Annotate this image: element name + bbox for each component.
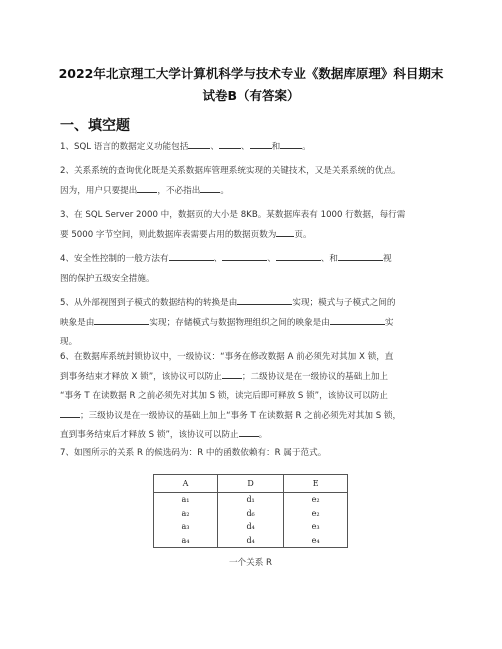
question-text: 映象是由 xyxy=(60,317,95,328)
table-cell: d₆ xyxy=(217,506,283,520)
question-text: 、 xyxy=(213,254,223,264)
question-line xyxy=(60,138,445,158)
answer-blank xyxy=(222,368,242,379)
question-4 xyxy=(60,250,445,289)
question-line xyxy=(60,314,445,334)
table-cell: e₃ xyxy=(284,520,348,534)
table-cell: a₄ xyxy=(154,533,218,547)
question-text: 4、安全性控制的一般方法有 xyxy=(60,254,169,264)
question-text: 6、在数据库系统封锁协议中，一级协议：“事务在修改数据 A 前必须先对其加 X 锁，直 xyxy=(60,352,394,362)
question-line xyxy=(60,270,445,290)
question-text: 实现；存储模式与数据物理组织之间的映象是由 xyxy=(149,317,330,328)
relation-r-table xyxy=(153,474,348,548)
answer-blank xyxy=(169,250,214,261)
question-text: ；二级协议是在一级协议的基础上加上 xyxy=(241,371,389,382)
answer-blank xyxy=(237,294,292,305)
question-3 xyxy=(60,206,445,245)
document-title-line-2: 试卷B（有答案） xyxy=(202,88,300,103)
question-text: 要 5000 字节空间，则此数据库表需要占用的数据页数为 xyxy=(60,229,277,240)
answer-blank xyxy=(60,407,80,418)
table-cell: d₄ xyxy=(217,520,283,534)
table-cell: e₄ xyxy=(284,533,348,547)
table-row xyxy=(154,533,348,547)
answer-blank xyxy=(276,250,321,261)
answer-blank xyxy=(222,250,267,261)
answer-blank xyxy=(338,250,383,261)
question-text: 因为，用户只要提出 xyxy=(60,185,138,196)
question-6 xyxy=(60,348,445,446)
question-text: 、和 xyxy=(320,254,339,264)
question-line xyxy=(60,182,445,202)
answer-blank xyxy=(330,314,385,325)
table-row xyxy=(154,520,348,534)
question-line xyxy=(60,250,445,270)
question-text: “事务 T 在读数据 R 之前必须先对其加 S 锁，读完后即可释放 S 锁”，该协议可以防止 xyxy=(60,391,388,401)
table-cell: a₃ xyxy=(154,520,218,534)
answer-blank xyxy=(188,138,210,149)
answer-blank xyxy=(137,182,157,193)
table-caption: 一个关系 R xyxy=(228,558,273,568)
question-text: 5、从外部视图到子模式的数据结构的转换是由 xyxy=(60,298,238,308)
answer-blank xyxy=(250,138,272,149)
answer-blank xyxy=(200,182,220,193)
question-text: 图的保护五级安全措施。 xyxy=(60,273,155,284)
question-text: ；三级协议是在一级协议的基础上加上“事务 T 在读数据 R 之前必须先对其加 S 锁， xyxy=(80,410,402,421)
question-line xyxy=(60,162,445,182)
answer-blank xyxy=(94,314,149,325)
question-line xyxy=(60,226,445,246)
question-line xyxy=(60,407,445,427)
question-5 xyxy=(60,294,445,353)
question-text: 到事务结束才释放 X 锁”，该协议可以防止 xyxy=(60,371,222,382)
question-text: 、 xyxy=(267,254,276,264)
answer-blank xyxy=(280,138,302,149)
question-line xyxy=(60,444,445,464)
question-text: 3、在 SQL Server 2000 中，数据页的大小是 8KB。某数据库表有 1000 行数据，每行需 xyxy=(60,210,406,220)
question-text: 。 xyxy=(258,430,268,440)
question-text: 、 xyxy=(240,142,250,152)
table-cell: e₂ xyxy=(284,492,348,506)
table-cell: a₁ xyxy=(154,492,218,506)
table-header-e: E xyxy=(284,475,348,493)
question-line xyxy=(60,426,445,446)
question-7 xyxy=(60,444,445,464)
table-cell: d₄ xyxy=(217,533,283,547)
question-text: 7、如图所示的关系 R 的候选码为：R 中的函数依赖有：R 属于范式。 xyxy=(60,448,327,458)
table-cell: a₂ xyxy=(154,506,218,520)
question-text: 1、SQL 语言的数据定义功能包括 xyxy=(60,142,189,152)
question-text: ，不必指出 xyxy=(157,185,201,196)
question-1 xyxy=(60,138,445,158)
question-line xyxy=(60,348,445,368)
question-line xyxy=(60,206,445,226)
question-text: 直到事务结束后才释放 S 锁”，该协议可以防止 xyxy=(60,430,239,440)
document-title-line-1: 2022年北京理工大学计算机科学与技术专业《数据库原理》科目期末 xyxy=(58,66,444,81)
table-row xyxy=(154,492,348,506)
table-header-d: D xyxy=(217,475,283,493)
table-row xyxy=(154,506,348,520)
question-text: 和 xyxy=(271,142,281,152)
question-text: 2、关系系统的查询优化既是关系数据库管理系统实现的关键技术，又是关系系统的优点。 xyxy=(60,166,401,176)
question-text: 。 xyxy=(302,142,311,152)
question-text: 现。 xyxy=(60,337,78,347)
question-text: 、 xyxy=(210,142,219,152)
question-2 xyxy=(60,162,445,201)
question-text: 实现；模式与子模式之间的 xyxy=(292,298,396,308)
answer-blank xyxy=(219,138,241,149)
question-text: 。 xyxy=(220,185,229,196)
table-cell: e₂ xyxy=(284,506,348,520)
table-cell: d₁ xyxy=(217,492,283,506)
answer-blank xyxy=(276,226,294,237)
question-text: 实 xyxy=(384,317,394,328)
table-header-a: A xyxy=(154,475,218,493)
question-line xyxy=(60,368,445,388)
question-line xyxy=(60,294,445,314)
answer-blank xyxy=(239,426,259,437)
question-line xyxy=(60,387,445,407)
section-heading: 一、填空题 xyxy=(60,118,130,134)
question-text: 页。 xyxy=(294,229,312,240)
question-text: 视 xyxy=(383,254,392,264)
